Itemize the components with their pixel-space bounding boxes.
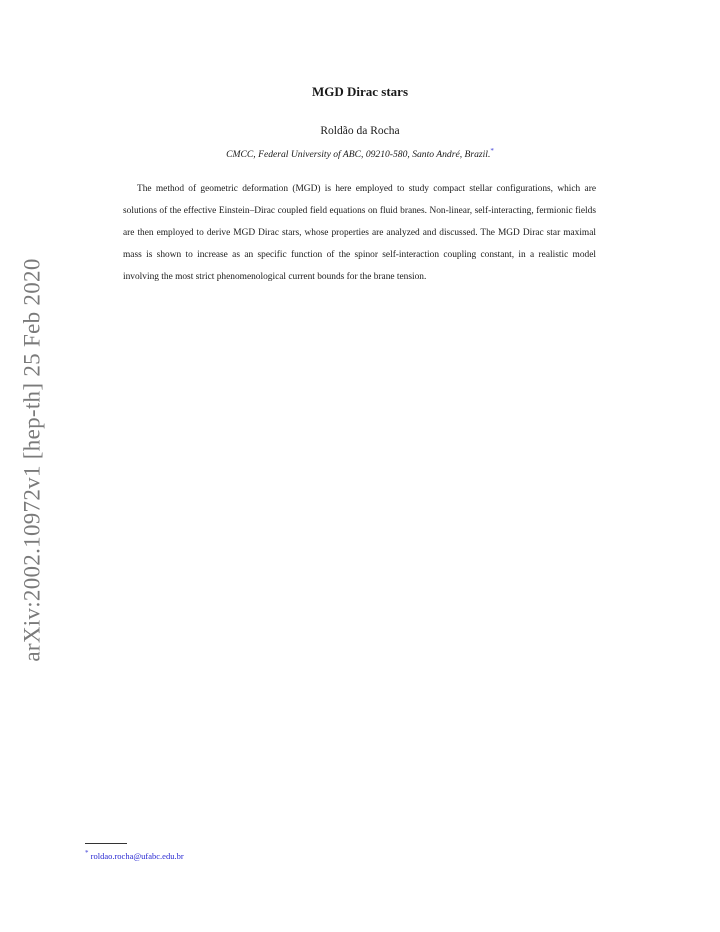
affiliation-text: CMCC, Federal University of ABC, 09210-580, Santo André, Brazil.	[226, 149, 491, 161]
footnote-email-link[interactable]: roldao.rocha@ufabc.edu.br	[90, 850, 184, 861]
footnote-divider	[85, 843, 127, 844]
footnote-mark: *	[85, 849, 89, 857]
author-name: Roldão da Rocha	[320, 125, 400, 137]
abstract-paragraph: The method of geometric deformation (MGD) is here employed to study compact stellar configurations, which are solutions of the effective Einstein–Dirac coupled field equations on fluid branes. Non-linear, self-interacting, fermionic fields are then employed to derive MGD Dirac stars, whose properties are analyzed and discussed. The MGD Dirac star maximal mass is shown to increase as an specific function of the spinor self-interaction coupling constant, in a realistic model involving the most strict phenomenological current bounds for the brane tension.	[123, 184, 596, 282]
affiliation-footnote-mark[interactable]: *	[490, 147, 494, 155]
author-affiliation	[0, 147, 720, 160]
arxiv-identifier-stamp	[16, 250, 50, 670]
arxiv-stamp-text: arXiv:2002.10972v1 [hep-th] 25 Feb 2020	[20, 258, 46, 662]
footnote	[85, 849, 184, 861]
paper-title: MGD Dirac stars	[311, 84, 409, 99]
